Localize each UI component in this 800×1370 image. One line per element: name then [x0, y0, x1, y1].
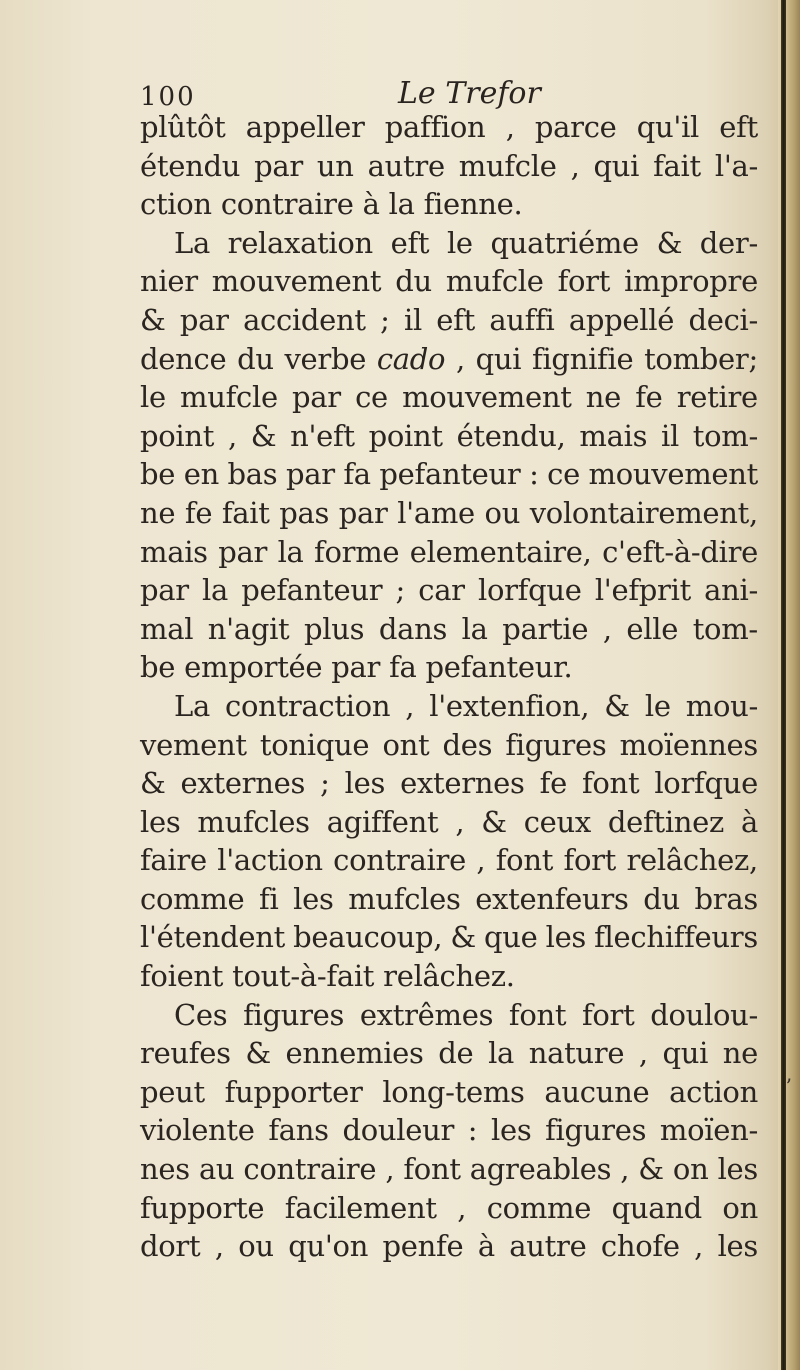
word: n'eft	[290, 418, 355, 453]
word: les	[344, 766, 386, 801]
text-line	[140, 880, 758, 919]
word: ce	[355, 380, 388, 415]
text-line	[140, 340, 758, 379]
word: extenfeurs	[475, 881, 629, 916]
text-line	[140, 610, 758, 649]
word: il	[660, 418, 679, 453]
word: fe	[539, 766, 567, 801]
word: tomber;	[644, 341, 758, 376]
word: le	[140, 380, 166, 415]
word: partie	[502, 611, 589, 646]
word: &	[656, 225, 683, 260]
word: violente	[140, 1113, 255, 1148]
word: à	[477, 1229, 495, 1264]
word: be	[140, 650, 176, 685]
text-line	[140, 108, 758, 147]
word: fa	[389, 650, 417, 685]
word: par	[338, 495, 388, 530]
word: :	[467, 1113, 478, 1148]
word: quand	[611, 1190, 702, 1225]
word: der-	[699, 225, 758, 260]
word: le	[446, 225, 473, 260]
text-line	[140, 648, 758, 687]
word: impropre	[624, 264, 758, 299]
text-line	[140, 301, 758, 340]
word: des	[442, 727, 493, 762]
word: penfe	[382, 1229, 464, 1264]
word: plûtôt	[140, 110, 226, 144]
word: il	[403, 302, 422, 337]
word: l'extenfion,	[429, 688, 590, 723]
page-number: 100	[140, 82, 196, 112]
word: doulou-	[650, 997, 758, 1032]
word: foient	[140, 959, 224, 994]
word: comme	[140, 881, 245, 916]
word: par	[254, 148, 303, 183]
word: bras	[694, 881, 758, 916]
text-line	[140, 687, 758, 726]
word: ce	[547, 457, 580, 492]
word: font	[403, 1152, 461, 1187]
word: ou	[238, 1229, 274, 1264]
word: tom-	[692, 418, 758, 453]
word: externes	[400, 766, 525, 801]
word: reufes	[140, 1036, 231, 1071]
word: action	[669, 1074, 758, 1109]
word: ,	[602, 611, 612, 646]
word: aucune	[544, 1074, 650, 1109]
word: ne	[722, 1036, 758, 1071]
word: facilement	[284, 1190, 437, 1225]
word: ;	[380, 302, 390, 337]
text-line	[140, 571, 758, 610]
word: mufcle	[180, 380, 278, 415]
word: que	[483, 920, 538, 955]
word: &	[481, 804, 507, 839]
word: les	[140, 804, 181, 839]
text-line	[140, 185, 758, 224]
word: font	[508, 997, 567, 1032]
word: mais	[140, 534, 208, 569]
word: mufcles	[348, 881, 461, 916]
text-line	[140, 262, 758, 301]
text-line	[140, 1073, 758, 1112]
word: fa	[343, 457, 371, 492]
word: &	[140, 766, 166, 801]
word: étendu	[140, 148, 241, 183]
word: on	[722, 1190, 758, 1225]
word: &	[638, 1152, 664, 1187]
word: ction	[140, 187, 212, 222]
text-line	[140, 1111, 758, 1150]
word: fupporte	[140, 1190, 265, 1225]
word: ennemies	[285, 1036, 424, 1071]
word: qui	[593, 148, 640, 183]
word: relâchez.	[383, 959, 515, 994]
word: en	[183, 457, 219, 492]
word: point	[140, 418, 215, 453]
word: ont	[382, 727, 430, 762]
word: dence	[140, 341, 227, 376]
word: lorfque	[477, 573, 582, 608]
word: ou	[484, 495, 521, 530]
word: retire	[676, 380, 758, 415]
word: appellé	[568, 302, 675, 337]
word: l'a-	[714, 148, 758, 183]
word: les	[490, 1113, 532, 1148]
word: contraction	[225, 688, 391, 723]
word: moïennes	[619, 727, 758, 762]
word: chofe	[600, 1229, 680, 1264]
word: qu'on	[288, 1229, 369, 1264]
word: ,	[405, 688, 415, 723]
word: tout-à-fait	[232, 959, 375, 994]
word: externes	[180, 766, 306, 801]
text-line	[140, 803, 758, 842]
word: elle	[626, 611, 679, 646]
word: dort	[140, 1229, 201, 1264]
word: deftinez	[607, 804, 725, 839]
word: car	[418, 573, 465, 608]
text-line	[140, 147, 758, 186]
running-title: Le Trefor	[398, 76, 541, 111]
word: vement	[140, 727, 247, 762]
word: peut	[140, 1074, 205, 1109]
word: de	[438, 1036, 474, 1071]
word: ,	[638, 1036, 648, 1071]
margin-mark: ʼ	[785, 1074, 792, 1098]
word: du	[395, 264, 432, 299]
word: par	[292, 380, 341, 415]
word: comme	[486, 1190, 592, 1225]
word: fait	[221, 495, 270, 530]
word: faire	[140, 843, 207, 878]
word: fe	[635, 380, 663, 415]
word: ceux	[523, 804, 591, 839]
word: fienne.	[423, 187, 523, 222]
word: agreables	[469, 1152, 612, 1187]
word: pefanteur.	[425, 650, 573, 685]
text-line	[140, 417, 758, 456]
word: autre	[509, 1229, 587, 1264]
word: volontairement,	[529, 495, 758, 530]
word: font	[495, 843, 554, 878]
word: les	[545, 920, 587, 955]
word: figures	[545, 1113, 647, 1148]
word: le	[644, 688, 671, 723]
word: figures	[505, 727, 607, 762]
word: mou-	[685, 688, 758, 723]
word: paffion	[384, 110, 486, 144]
word: l'ame	[397, 495, 475, 530]
word: contraire	[333, 843, 466, 878]
word: ;	[395, 573, 406, 608]
word: parce	[534, 110, 617, 144]
word: ,	[385, 1152, 395, 1187]
word: auffi	[489, 302, 555, 337]
word: &	[245, 1036, 271, 1071]
word: qu'il	[636, 110, 700, 144]
word: par	[140, 573, 189, 608]
word: &	[140, 302, 166, 337]
word: relaxation	[227, 225, 373, 260]
word: par	[331, 650, 381, 685]
word: Ces	[174, 997, 228, 1032]
text-line	[140, 378, 758, 417]
text-line	[140, 1034, 758, 1073]
word: du	[643, 881, 680, 916]
word: moïen-	[659, 1113, 758, 1148]
word: eft	[390, 225, 430, 260]
body-text	[140, 108, 758, 1266]
word: mouvement	[211, 264, 382, 299]
word: deci-	[688, 302, 758, 337]
word: la	[488, 1036, 515, 1071]
word: &	[250, 418, 277, 453]
word: la	[202, 573, 229, 608]
word: les	[717, 1229, 758, 1264]
word: accident	[243, 302, 366, 337]
word: dans	[378, 611, 448, 646]
word: ,	[694, 1229, 704, 1264]
word: mal	[140, 611, 194, 646]
word: mouvement	[402, 380, 572, 415]
word: flechiffeurs	[594, 920, 758, 955]
text-line	[140, 455, 758, 494]
word: fort	[581, 997, 635, 1032]
word: l'efprit	[594, 573, 691, 608]
word: long-tems	[382, 1074, 525, 1109]
word: nature	[528, 1036, 625, 1071]
word: verbe	[284, 341, 367, 376]
word: :	[529, 457, 539, 492]
word: pefanteur	[241, 573, 383, 608]
word: figures	[243, 997, 345, 1032]
text-line	[140, 764, 758, 803]
word: mouvement	[588, 457, 758, 492]
word: nier	[140, 264, 198, 299]
word: nes	[140, 1152, 190, 1187]
word: ,	[505, 110, 515, 144]
word: qui	[662, 1036, 709, 1071]
word: La	[174, 688, 210, 723]
word: par	[218, 534, 268, 569]
word: lorfque	[654, 766, 758, 801]
text-line	[140, 996, 758, 1035]
word: par	[179, 302, 229, 337]
text-line	[140, 1227, 758, 1266]
word: &	[604, 688, 630, 723]
word: emportée	[184, 650, 323, 685]
word: fans	[268, 1113, 329, 1148]
word: qui	[475, 341, 522, 376]
word: du	[237, 341, 274, 376]
word: ;	[320, 766, 330, 801]
word: ne	[585, 380, 622, 415]
word: les	[717, 1152, 758, 1187]
word: pas	[279, 495, 330, 530]
text-line	[140, 494, 758, 533]
word: la	[461, 611, 488, 646]
word: mufcles	[197, 804, 310, 839]
word: eft	[436, 302, 475, 337]
word: font	[581, 766, 640, 801]
word: appeller	[245, 110, 365, 144]
text-line	[140, 918, 758, 957]
word: autre	[367, 148, 445, 183]
word: douleur	[342, 1113, 455, 1148]
text-line	[140, 841, 758, 880]
word: fi	[259, 881, 279, 916]
word: à	[740, 804, 758, 839]
word: eft	[719, 110, 758, 144]
text-line	[140, 1189, 758, 1228]
word: tom-	[692, 611, 758, 646]
spine-edge	[781, 0, 786, 1370]
word: forme	[314, 534, 400, 569]
word: ,	[455, 804, 465, 839]
text-line	[140, 533, 758, 572]
word: tonique	[259, 727, 370, 762]
word: par	[285, 457, 335, 492]
word: elementaire,	[409, 534, 592, 569]
word: fait	[653, 148, 701, 183]
word: ,	[455, 341, 465, 376]
word: La	[174, 225, 210, 260]
word: étendu,	[456, 418, 566, 453]
word: point	[368, 418, 443, 453]
word: contraire	[220, 187, 354, 222]
word: extrêmes	[359, 997, 494, 1032]
word: relâchez,	[626, 843, 758, 878]
word: au	[198, 1152, 235, 1187]
word: be	[140, 457, 176, 492]
word: à	[362, 187, 380, 222]
word: plus	[304, 611, 365, 646]
word: l'étendent	[140, 920, 285, 955]
word: mufcle	[445, 264, 544, 299]
word: quatriéme	[490, 225, 639, 260]
text-line	[140, 957, 758, 996]
text-line	[140, 224, 758, 263]
word: contraire	[243, 1152, 377, 1187]
word: ,	[457, 1190, 467, 1225]
word: ani-	[704, 573, 758, 608]
word: les	[293, 881, 334, 916]
word: ,	[227, 418, 237, 453]
word: la	[277, 534, 304, 569]
word: fort	[557, 264, 611, 299]
word: &	[450, 920, 476, 955]
text-line	[140, 726, 758, 765]
word: mufcle	[458, 148, 557, 183]
word: beaucoup,	[293, 920, 443, 955]
word: l'action	[217, 843, 323, 878]
word: fort	[563, 843, 617, 878]
word: fupporter	[224, 1074, 363, 1109]
word: un	[316, 148, 354, 183]
word: bas	[227, 457, 278, 492]
word: ,	[570, 148, 580, 183]
word: pefanteur	[379, 457, 521, 492]
word: la	[388, 187, 415, 222]
word: ,	[214, 1229, 224, 1264]
word: ne	[140, 495, 176, 530]
word: ,	[620, 1152, 630, 1187]
word: n'agit	[207, 611, 290, 646]
text-line	[140, 1150, 758, 1189]
word: agiffent	[326, 804, 439, 839]
word: fe	[184, 495, 213, 530]
word: fignifie	[532, 341, 634, 376]
word: ,	[476, 843, 486, 878]
word: mais	[579, 418, 648, 453]
word: cado	[376, 341, 446, 376]
word: on	[672, 1152, 709, 1187]
word: c'eft-à-dire	[602, 534, 758, 569]
